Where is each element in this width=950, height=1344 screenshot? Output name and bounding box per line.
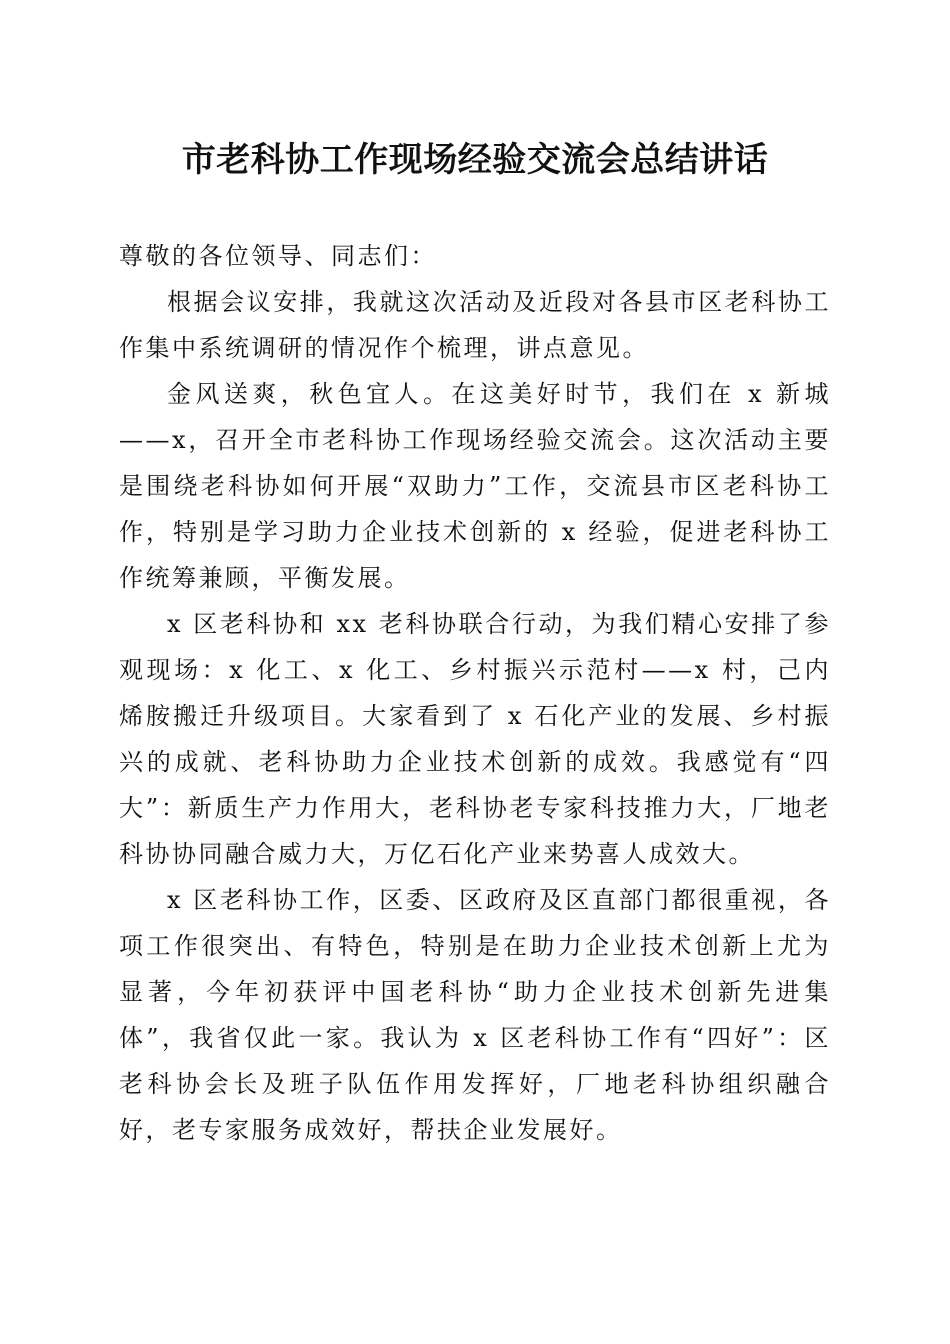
paragraph-site-visit: x 区老科协和 xx 老科协联合行动，为我们精心安排了参观现场：x 化工、x 化工、乡村振兴示范村——x 村，己内烯胺搬迁升级项目。大家看到了 x 石化产业的发展、乡村振兴的成就、老科协助力企业技术创新的成效。我感觉有“四大”：新质生产力作用大，老科协老专家科技推力大，厂地老科协协同融合威力大，万亿石化产业来势喜人成效大。 bbox=[119, 610, 831, 868]
document-body bbox=[119, 233, 831, 1153]
paragraph-event-intro: 金风送爽，秋色宜人。在这美好时节，我们在 x 新城——x，召开全市老科协工作现场经验交流会。这次活动主要是围绕老科协如何开展“双助力”工作，交流县市区老科协工作，特别是学习助力企业技术创新的 x 经验，促进老科协工作统筹兼顾，平衡发展。 bbox=[119, 380, 831, 592]
document-title: 市老科协工作现场经验交流会总结讲话 bbox=[181, 140, 769, 180]
salutation: 尊敬的各位领导、同志们： bbox=[119, 242, 437, 270]
paragraph-meeting-arrangement: 根据会议安排，我就这次活动及近段对各县市区老科协工作集中系统调研的情况作个梳理，讲点意见。 bbox=[119, 288, 831, 362]
paragraph-district-work: x 区老科协工作，区委、区政府及区直部门都很重视，各项工作很突出、有特色，特别是在助力企业技术创新上尤为显著，今年初获评中国老科协“助力企业技术创新先进集体”，我省仅此一家。我认为 x 区老科协工作有“四好”：区老科协会长及班子队伍作用发挥好，厂地老科协组织融合好，老专家服务成效好，帮扶企业发展好。 bbox=[119, 886, 831, 1144]
